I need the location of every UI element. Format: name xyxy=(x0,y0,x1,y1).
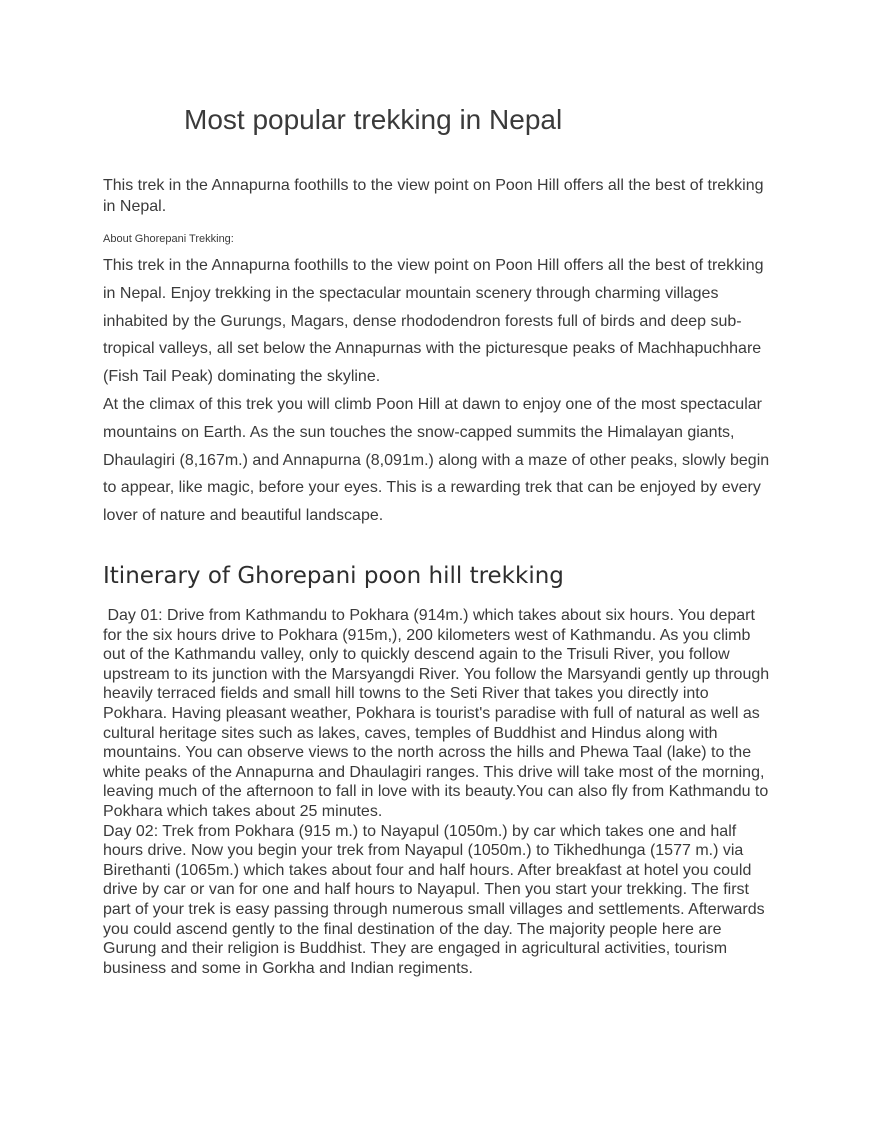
intro-paragraph: This trek in the Annapurna foothills to the view point on Poon Hill offers all the best of trekking in Nepal. xyxy=(103,177,764,215)
itinerary-section xyxy=(103,606,774,978)
about-label: About Ghorepani Trekking: xyxy=(103,233,234,245)
page-title: Most popular trekking in Nepal xyxy=(184,104,563,135)
about-paragraph: This trek in the Annapurna foothills to the view point on Poon Hill offers all the best of trekking in Nepal. Enjoy trekking in the spectacular mountain scenery through charming villages inhabited by the Gurungs, Magars, dense rhododendron forests full of birds and deep sub-tropical valleys, all set below the Annapurnas with the picturesque peaks of Machhapuchhare (Fish Tail Peak) dominating the skyline. xyxy=(103,257,764,386)
itinerary-day-1: Day 01: Drive from Kathmandu to Pokhara (914m.) which takes about six hours. You depart for the six hours drive to Pokhara (915m,), 200 kilometers west of Kathmandu. As you climb out of the Kathmandu valley, only to quickly descend again to the Trisuli River, you follow upstream to its junction with the Marsyangdi River. You follow the Marsyandi gently up through heavily terraced fields and small hill towns to the Seti River that takes you directly into Pokhara. Having pleasant weather, Pokhara is tourist's paradise with full of natural as well as cultural heritage sites such as lakes, caves, temples of Buddhist and Hindus along with mountains. You can observe views to the north across the hills and Phewa Taal (lake) to the white peaks of the Annapurna and Dhaulagiri ranges. This drive will take most of the morning, leaving much of the afternoon to fall in love with its beauty.You can also fly from Kathmandu to Pokhara which takes about 25 minutes. xyxy=(103,607,774,820)
about-section xyxy=(103,252,771,530)
itinerary-day-2: Day 02: Trek from Pokhara (915 m.) to Nayapul (1050m.) by car which takes one and half hours drive. Now you begin your trek from Nayapul (1050m.) to Tikhedhunga (1577 m.) via Birethanti (1065m.) which takes about four and half hours. After breakfast at hotel you could drive by car or van for one and half hours to Nayapul. Then you start your trekking. The first part of your trek is easy passing through numerous small villages and settlements. Afterwards you could ascend gently to the final destination of the day. The majority people here are Gurung and their religion is Buddhist. They are engaged in agricultural activities, tourism business and some in Gorkha and Indian regiments. xyxy=(103,822,765,977)
about-paragraph: At the climax of this trek you will climb Poon Hill at dawn to enjoy one of the most spectacular mountains on Earth. As the sun touches the snow-capped summits the Himalayan giants, Dhaulagiri (8,167m.) and Annapurna (8,091m.) along with a maze of other peaks, slowly begin to appear, like magic, before your eyes. This is a rewarding trek that can be enjoyed by every lover of nature and beautiful landscape. xyxy=(103,395,770,525)
itinerary-heading: Itinerary of Ghorepani poon hill trekking xyxy=(103,563,564,589)
